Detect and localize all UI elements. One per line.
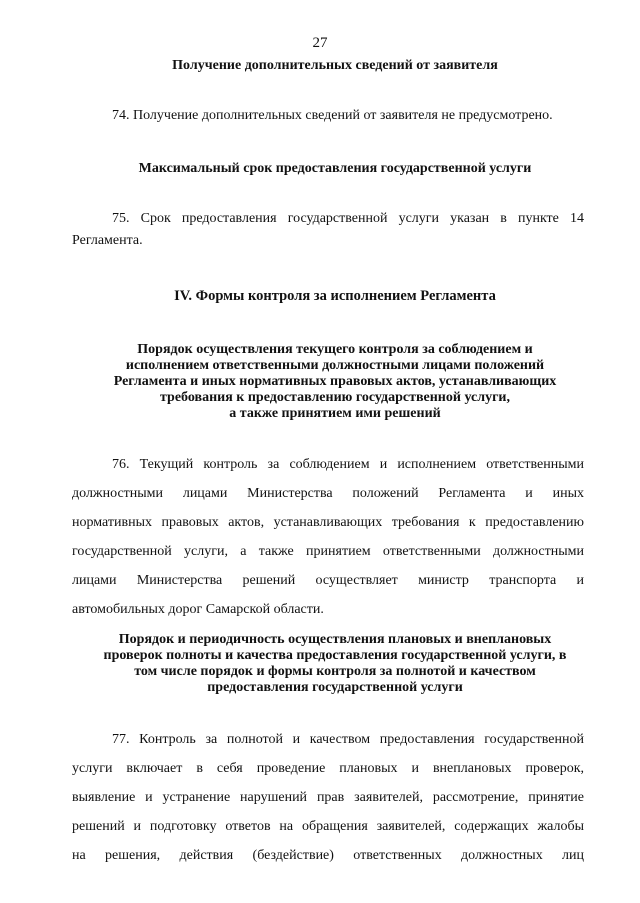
heading-additional-info — [60, 58, 610, 74]
paragraph-line: на решения, действия (бездействие) ответственных должностных лиц — [72, 848, 584, 863]
paragraph-line: решений и подготовку ответов на обращения заявителей, содержащих жалобы — [72, 819, 584, 834]
heading-max-term — [60, 161, 610, 177]
paragraph-75 — [72, 208, 584, 252]
heading-line: требования к предоставлению государственной услуги, — [160, 390, 510, 405]
paragraph-line: нормативных правовых актов, устанавливающих требования к предоставлению — [72, 515, 584, 530]
paragraph-line: 75. Срок предоставления государственной услуги указан в пункте 14 — [112, 211, 584, 226]
heading-line: том числе порядок и формы контроля за полнотой и качеством — [134, 664, 536, 679]
paragraph-77 — [72, 725, 584, 870]
paragraph-line: должностными лицами Министерства положений Регламента и иных — [72, 486, 584, 501]
paragraph-line: услуги включает в себя проведение плановых и внеплановых проверок, — [72, 761, 584, 776]
paragraph-line: лицами Министерства решений осуществляет министр транспорта и — [72, 573, 584, 588]
paragraph-line: 76. Текущий контроль за соблюдением и исполнением ответственными — [112, 457, 584, 472]
paragraph-line: Регламента. — [72, 233, 143, 248]
paragraph-line: государственной услуги, а также принятием ответственными должностными — [72, 544, 584, 559]
paragraph-76 — [72, 450, 584, 624]
heading-line: проверок полноты и качества предоставления государственной услуги, в — [103, 648, 567, 663]
paragraph-74: 74. Получение дополнительных сведений от заявителя не предусмотрено. — [112, 108, 553, 123]
heading-line: Порядок осуществления текущего контроля за соблюдением и — [137, 342, 533, 357]
heading-current-control — [60, 342, 610, 422]
heading-line: Получение дополнительных сведений от заявителя — [172, 58, 498, 73]
paragraph-line: выявление и устранение нарушений прав заявителей, рассмотрение, принятие — [72, 790, 584, 805]
heading-line: исполнением ответственными должностными лицами положений — [125, 358, 545, 373]
page-number: 27 — [312, 35, 328, 51]
paragraph-line: 77. Контроль за полнотой и качеством предоставления государственной — [112, 732, 584, 747]
heading-line: предоставления государственной услуги — [207, 680, 463, 695]
heading-periodic-checks — [60, 632, 610, 696]
heading-line: Регламента и иных нормативных правовых актов, устанавливающих — [113, 374, 557, 389]
heading-line: Максимальный срок предоставления государственной услуги — [138, 161, 532, 176]
heading-line: Порядок и периодичность осуществления плановых и внеплановых — [118, 632, 552, 647]
heading-line: а также принятием ими решений — [229, 406, 441, 421]
section-title: IV. Формы контроля за исполнением Регламента — [174, 288, 496, 304]
paragraph-line: автомобильных дорог Самарской области. — [72, 602, 324, 617]
